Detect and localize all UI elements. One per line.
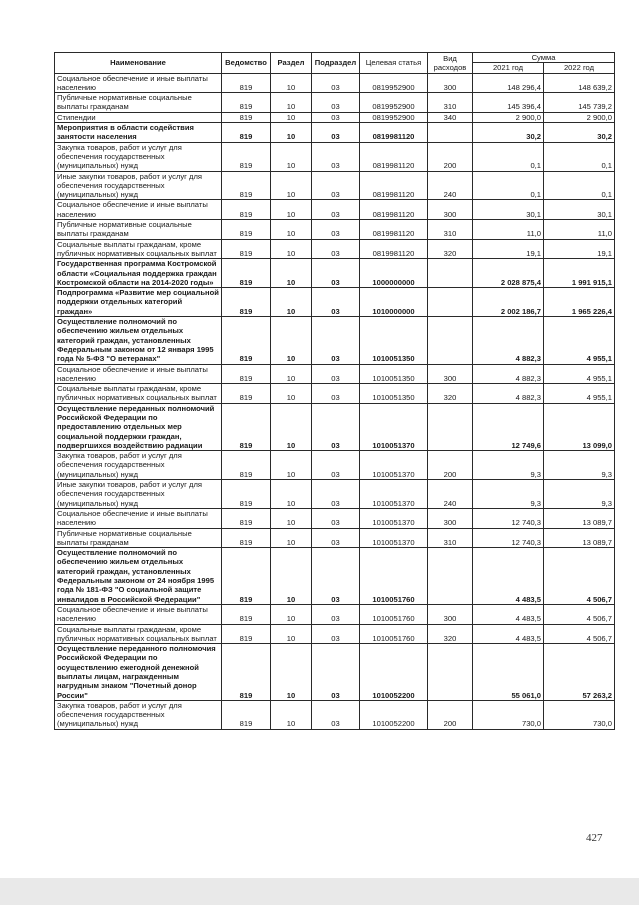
cell-subsection: 03 <box>312 239 360 259</box>
cell-sum-2021: 30,1 <box>473 200 544 220</box>
cell-subsection: 03 <box>312 142 360 171</box>
cell-expense-type: 310 <box>428 93 473 113</box>
cell-target-article: 1010052200 <box>360 644 428 701</box>
cell-expense-type: 240 <box>428 171 473 200</box>
cell-expense-type: 300 <box>428 73 473 93</box>
cell-subsection: 03 <box>312 384 360 404</box>
cell-sum-2021: 12 740,3 <box>473 508 544 528</box>
cell-name: Осуществление переданных полномочий Российской Федерации по предоставлению отдельных мер социальной поддержки граждан, подвергшихся воздействию радиации <box>55 403 222 450</box>
cell-sum-2021: 55 061,0 <box>473 644 544 701</box>
cell-subsection: 03 <box>312 220 360 240</box>
cell-section: 10 <box>271 288 312 317</box>
cell-name: Социальное обеспечение и иные выплаты населению <box>55 200 222 220</box>
cell-department: 819 <box>222 508 271 528</box>
header-sum: Сумма <box>473 53 615 63</box>
table-row <box>55 288 615 317</box>
table-row <box>55 112 615 122</box>
cell-department: 819 <box>222 644 271 701</box>
cell-section: 10 <box>271 604 312 624</box>
cell-sum-2021: 145 396,4 <box>473 93 544 113</box>
cell-sum-2022: 13 089,7 <box>544 528 615 548</box>
cell-expense-type: 340 <box>428 112 473 122</box>
table-row <box>55 364 615 384</box>
cell-department: 819 <box>222 528 271 548</box>
cell-subsection: 03 <box>312 548 360 605</box>
cell-subsection: 03 <box>312 288 360 317</box>
cell-sum-2022: 9,3 <box>544 451 615 480</box>
cell-target-article: 1010051370 <box>360 480 428 509</box>
cell-name: Стипендии <box>55 112 222 122</box>
cell-sum-2021: 4 483,5 <box>473 604 544 624</box>
cell-section: 10 <box>271 317 312 364</box>
cell-expense-type <box>428 123 473 143</box>
cell-name: Публичные нормативные социальные выплаты гражданам <box>55 93 222 113</box>
cell-sum-2022: 4 506,7 <box>544 604 615 624</box>
cell-expense-type: 300 <box>428 604 473 624</box>
cell-sum-2021: 9,3 <box>473 451 544 480</box>
cell-sum-2022: 57 263,2 <box>544 644 615 701</box>
table-row <box>55 171 615 200</box>
cell-department: 819 <box>222 480 271 509</box>
cell-subsection: 03 <box>312 644 360 701</box>
cell-sum-2022: 4 955,1 <box>544 384 615 404</box>
cell-expense-type <box>428 403 473 450</box>
cell-subsection: 03 <box>312 508 360 528</box>
cell-section: 10 <box>271 93 312 113</box>
cell-section: 10 <box>271 508 312 528</box>
cell-sum-2021: 4 882,3 <box>473 317 544 364</box>
cell-subsection: 03 <box>312 700 360 729</box>
cell-subsection: 03 <box>312 403 360 450</box>
cell-subsection: 03 <box>312 317 360 364</box>
cell-target-article: 1010051350 <box>360 384 428 404</box>
cell-department: 819 <box>222 403 271 450</box>
cell-name: Социальное обеспечение и иные выплаты населению <box>55 73 222 93</box>
cell-name: Иные закупки товаров, работ и услуг для обеспечения государственных (муниципальных) нужд <box>55 171 222 200</box>
cell-expense-type: 320 <box>428 624 473 644</box>
table-row <box>55 451 615 480</box>
cell-subsection: 03 <box>312 624 360 644</box>
cell-sum-2021: 30,2 <box>473 123 544 143</box>
cell-subsection: 03 <box>312 528 360 548</box>
cell-expense-type: 200 <box>428 451 473 480</box>
cell-expense-type <box>428 288 473 317</box>
cell-subsection: 03 <box>312 259 360 288</box>
table-row <box>55 644 615 701</box>
table-row <box>55 220 615 240</box>
header-name: Наименование <box>55 53 222 74</box>
table-row <box>55 93 615 113</box>
cell-name: Осуществление переданного полномочия Российской Федерации по осуществлению ежегодной денежной выплаты лицам, награжденным нагрудным знаком "Почетный донор России" <box>55 644 222 701</box>
cell-department: 819 <box>222 288 271 317</box>
cell-department: 819 <box>222 239 271 259</box>
cell-name: Подпрограмма «Развитие мер социальной поддержки отдельных категорий граждан» <box>55 288 222 317</box>
cell-section: 10 <box>271 700 312 729</box>
header-year-2022: 2022 год <box>544 63 615 73</box>
cell-target-article: 1010051350 <box>360 364 428 384</box>
cell-sum-2022: 30,2 <box>544 123 615 143</box>
cell-sum-2022: 0,1 <box>544 171 615 200</box>
cell-subsection: 03 <box>312 364 360 384</box>
table-row <box>55 73 615 93</box>
cell-subsection: 03 <box>312 112 360 122</box>
table-row <box>55 700 615 729</box>
cell-name: Публичные нормативные социальные выплаты гражданам <box>55 220 222 240</box>
cell-name: Социальные выплаты гражданам, кроме публичных нормативных социальных выплат <box>55 384 222 404</box>
scan-bottom-strip <box>0 878 639 905</box>
cell-sum-2021: 9,3 <box>473 480 544 509</box>
cell-section: 10 <box>271 403 312 450</box>
cell-sum-2022: 145 739,2 <box>544 93 615 113</box>
cell-sum-2022: 1 991 915,1 <box>544 259 615 288</box>
cell-target-article: 1010051370 <box>360 403 428 450</box>
table-row <box>55 239 615 259</box>
cell-sum-2022: 9,3 <box>544 480 615 509</box>
cell-name: Социальное обеспечение и иные выплаты населению <box>55 604 222 624</box>
cell-target-article: 1000000000 <box>360 259 428 288</box>
cell-department: 819 <box>222 220 271 240</box>
cell-section: 10 <box>271 624 312 644</box>
cell-expense-type: 300 <box>428 508 473 528</box>
header-section: Раздел <box>271 53 312 74</box>
cell-target-article: 0819952900 <box>360 112 428 122</box>
table-row <box>55 317 615 364</box>
cell-target-article: 1010051370 <box>360 528 428 548</box>
header-target-article: Целевая статья <box>360 53 428 74</box>
cell-name: Социальное обеспечение и иные выплаты населению <box>55 364 222 384</box>
cell-subsection: 03 <box>312 604 360 624</box>
cell-section: 10 <box>271 451 312 480</box>
table-row <box>55 259 615 288</box>
cell-sum-2021: 11,0 <box>473 220 544 240</box>
cell-target-article: 1010051760 <box>360 624 428 644</box>
table-row <box>55 403 615 450</box>
cell-section: 10 <box>271 171 312 200</box>
cell-target-article: 1010052200 <box>360 700 428 729</box>
cell-expense-type: 240 <box>428 480 473 509</box>
cell-section: 10 <box>271 259 312 288</box>
cell-subsection: 03 <box>312 93 360 113</box>
cell-sum-2021: 0,1 <box>473 142 544 171</box>
cell-sum-2022: 4 955,1 <box>544 364 615 384</box>
cell-department: 819 <box>222 604 271 624</box>
cell-name: Иные закупки товаров, работ и услуг для обеспечения государственных (муниципальных) нужд <box>55 480 222 509</box>
cell-expense-type: 200 <box>428 700 473 729</box>
cell-sum-2022: 4 506,7 <box>544 624 615 644</box>
cell-expense-type: 320 <box>428 239 473 259</box>
cell-sum-2021: 4 483,5 <box>473 548 544 605</box>
cell-target-article: 0819981120 <box>360 220 428 240</box>
cell-department: 819 <box>222 451 271 480</box>
table-header <box>55 53 615 74</box>
table-row <box>55 624 615 644</box>
cell-section: 10 <box>271 112 312 122</box>
cell-sum-2021: 12 740,3 <box>473 528 544 548</box>
cell-department: 819 <box>222 700 271 729</box>
cell-sum-2021: 730,0 <box>473 700 544 729</box>
cell-target-article: 0819981120 <box>360 142 428 171</box>
cell-name: Закупка товаров, работ и услуг для обеспечения государственных (муниципальных) нужд <box>55 700 222 729</box>
budget-table-sheet <box>54 52 615 730</box>
cell-sum-2022: 1 965 226,4 <box>544 288 615 317</box>
cell-expense-type: 310 <box>428 528 473 548</box>
cell-department: 819 <box>222 142 271 171</box>
cell-sum-2022: 11,0 <box>544 220 615 240</box>
cell-sum-2021: 4 882,3 <box>473 384 544 404</box>
table-row <box>55 604 615 624</box>
cell-section: 10 <box>271 364 312 384</box>
cell-section: 10 <box>271 239 312 259</box>
cell-sum-2022: 148 639,2 <box>544 73 615 93</box>
cell-target-article: 1010051760 <box>360 548 428 605</box>
cell-department: 819 <box>222 259 271 288</box>
cell-sum-2022: 4 506,7 <box>544 548 615 605</box>
header-subsection: Подраздел <box>312 53 360 74</box>
header-department: Ведомство <box>222 53 271 74</box>
cell-sum-2022: 13 099,0 <box>544 403 615 450</box>
cell-subsection: 03 <box>312 171 360 200</box>
header-expense-type: Вид расходов <box>428 53 473 74</box>
cell-expense-type: 200 <box>428 142 473 171</box>
cell-name: Социальное обеспечение и иные выплаты населению <box>55 508 222 528</box>
cell-sum-2021: 2 028 875,4 <box>473 259 544 288</box>
cell-sum-2021: 19,1 <box>473 239 544 259</box>
cell-target-article: 1010051760 <box>360 604 428 624</box>
table-row <box>55 480 615 509</box>
cell-expense-type <box>428 548 473 605</box>
cell-sum-2021: 4 882,3 <box>473 364 544 384</box>
cell-name: Государственная программа Костромской области «Социальная поддержка граждан Костромской области на 2014-2020 годы» <box>55 259 222 288</box>
table-row <box>55 548 615 605</box>
cell-name: Закупка товаров, работ и услуг для обеспечения государственных (муниципальных) нужд <box>55 142 222 171</box>
cell-section: 10 <box>271 200 312 220</box>
cell-subsection: 03 <box>312 451 360 480</box>
cell-target-article: 1010051370 <box>360 508 428 528</box>
cell-department: 819 <box>222 112 271 122</box>
table-body <box>55 73 615 729</box>
cell-section: 10 <box>271 384 312 404</box>
cell-target-article: 0819981120 <box>360 171 428 200</box>
cell-sum-2022: 19,1 <box>544 239 615 259</box>
budget-table <box>54 52 615 730</box>
cell-sum-2022: 13 089,7 <box>544 508 615 528</box>
cell-target-article: 0819981120 <box>360 123 428 143</box>
cell-sum-2021: 4 483,5 <box>473 624 544 644</box>
cell-department: 819 <box>222 93 271 113</box>
cell-name: Осуществление полномочий по обеспечению жильем отдельных категорий граждан, установленных Федеральным законом от 12 января 1995 года № 5-ФЗ "О ветеранах" <box>55 317 222 364</box>
cell-sum-2021: 0,1 <box>473 171 544 200</box>
cell-name: Осуществление полномочий по обеспечению жильем отдельных категорий граждан, установленных Федеральным законом от 24 ноября 1995 года № 181-ФЗ "О социальной защите инвалидов в Российской Федерации" <box>55 548 222 605</box>
cell-expense-type <box>428 317 473 364</box>
cell-subsection: 03 <box>312 480 360 509</box>
cell-expense-type: 300 <box>428 200 473 220</box>
cell-section: 10 <box>271 480 312 509</box>
cell-name: Социальные выплаты гражданам, кроме публичных нормативных социальных выплат <box>55 239 222 259</box>
cell-subsection: 03 <box>312 200 360 220</box>
cell-department: 819 <box>222 317 271 364</box>
table-row <box>55 508 615 528</box>
cell-sum-2022: 0,1 <box>544 142 615 171</box>
table-row <box>55 200 615 220</box>
table-row <box>55 142 615 171</box>
cell-subsection: 03 <box>312 123 360 143</box>
cell-sum-2021: 2 900,0 <box>473 112 544 122</box>
cell-section: 10 <box>271 123 312 143</box>
cell-subsection: 03 <box>312 73 360 93</box>
cell-section: 10 <box>271 528 312 548</box>
table-row <box>55 384 615 404</box>
cell-section: 10 <box>271 73 312 93</box>
cell-department: 819 <box>222 384 271 404</box>
cell-expense-type: 310 <box>428 220 473 240</box>
cell-section: 10 <box>271 548 312 605</box>
cell-department: 819 <box>222 200 271 220</box>
cell-expense-type <box>428 644 473 701</box>
page-number: 427 <box>586 832 603 844</box>
cell-target-article: 0819952900 <box>360 93 428 113</box>
cell-department: 819 <box>222 171 271 200</box>
cell-section: 10 <box>271 142 312 171</box>
cell-department: 819 <box>222 624 271 644</box>
cell-section: 10 <box>271 644 312 701</box>
cell-target-article: 1010000000 <box>360 288 428 317</box>
cell-section: 10 <box>271 220 312 240</box>
cell-sum-2021: 148 296,4 <box>473 73 544 93</box>
header-year-2021: 2021 год <box>473 63 544 73</box>
cell-sum-2022: 4 955,1 <box>544 317 615 364</box>
cell-name: Социальные выплаты гражданам, кроме публичных нормативных социальных выплат <box>55 624 222 644</box>
cell-sum-2022: 30,1 <box>544 200 615 220</box>
cell-department: 819 <box>222 73 271 93</box>
cell-department: 819 <box>222 123 271 143</box>
cell-expense-type: 300 <box>428 364 473 384</box>
cell-sum-2021: 12 749,6 <box>473 403 544 450</box>
cell-expense-type <box>428 259 473 288</box>
cell-target-article: 1010051350 <box>360 317 428 364</box>
cell-sum-2021: 2 002 186,7 <box>473 288 544 317</box>
cell-target-article: 0819981120 <box>360 239 428 259</box>
cell-target-article: 0819981120 <box>360 200 428 220</box>
cell-sum-2022: 2 900,0 <box>544 112 615 122</box>
cell-department: 819 <box>222 548 271 605</box>
cell-name: Мероприятия в области содействия занятости населения <box>55 123 222 143</box>
cell-target-article: 0819952900 <box>360 73 428 93</box>
cell-target-article: 1010051370 <box>360 451 428 480</box>
table-row <box>55 528 615 548</box>
cell-name: Публичные нормативные социальные выплаты гражданам <box>55 528 222 548</box>
cell-name: Закупка товаров, работ и услуг для обеспечения государственных (муниципальных) нужд <box>55 451 222 480</box>
cell-sum-2022: 730,0 <box>544 700 615 729</box>
cell-expense-type: 320 <box>428 384 473 404</box>
table-row <box>55 123 615 143</box>
cell-department: 819 <box>222 364 271 384</box>
